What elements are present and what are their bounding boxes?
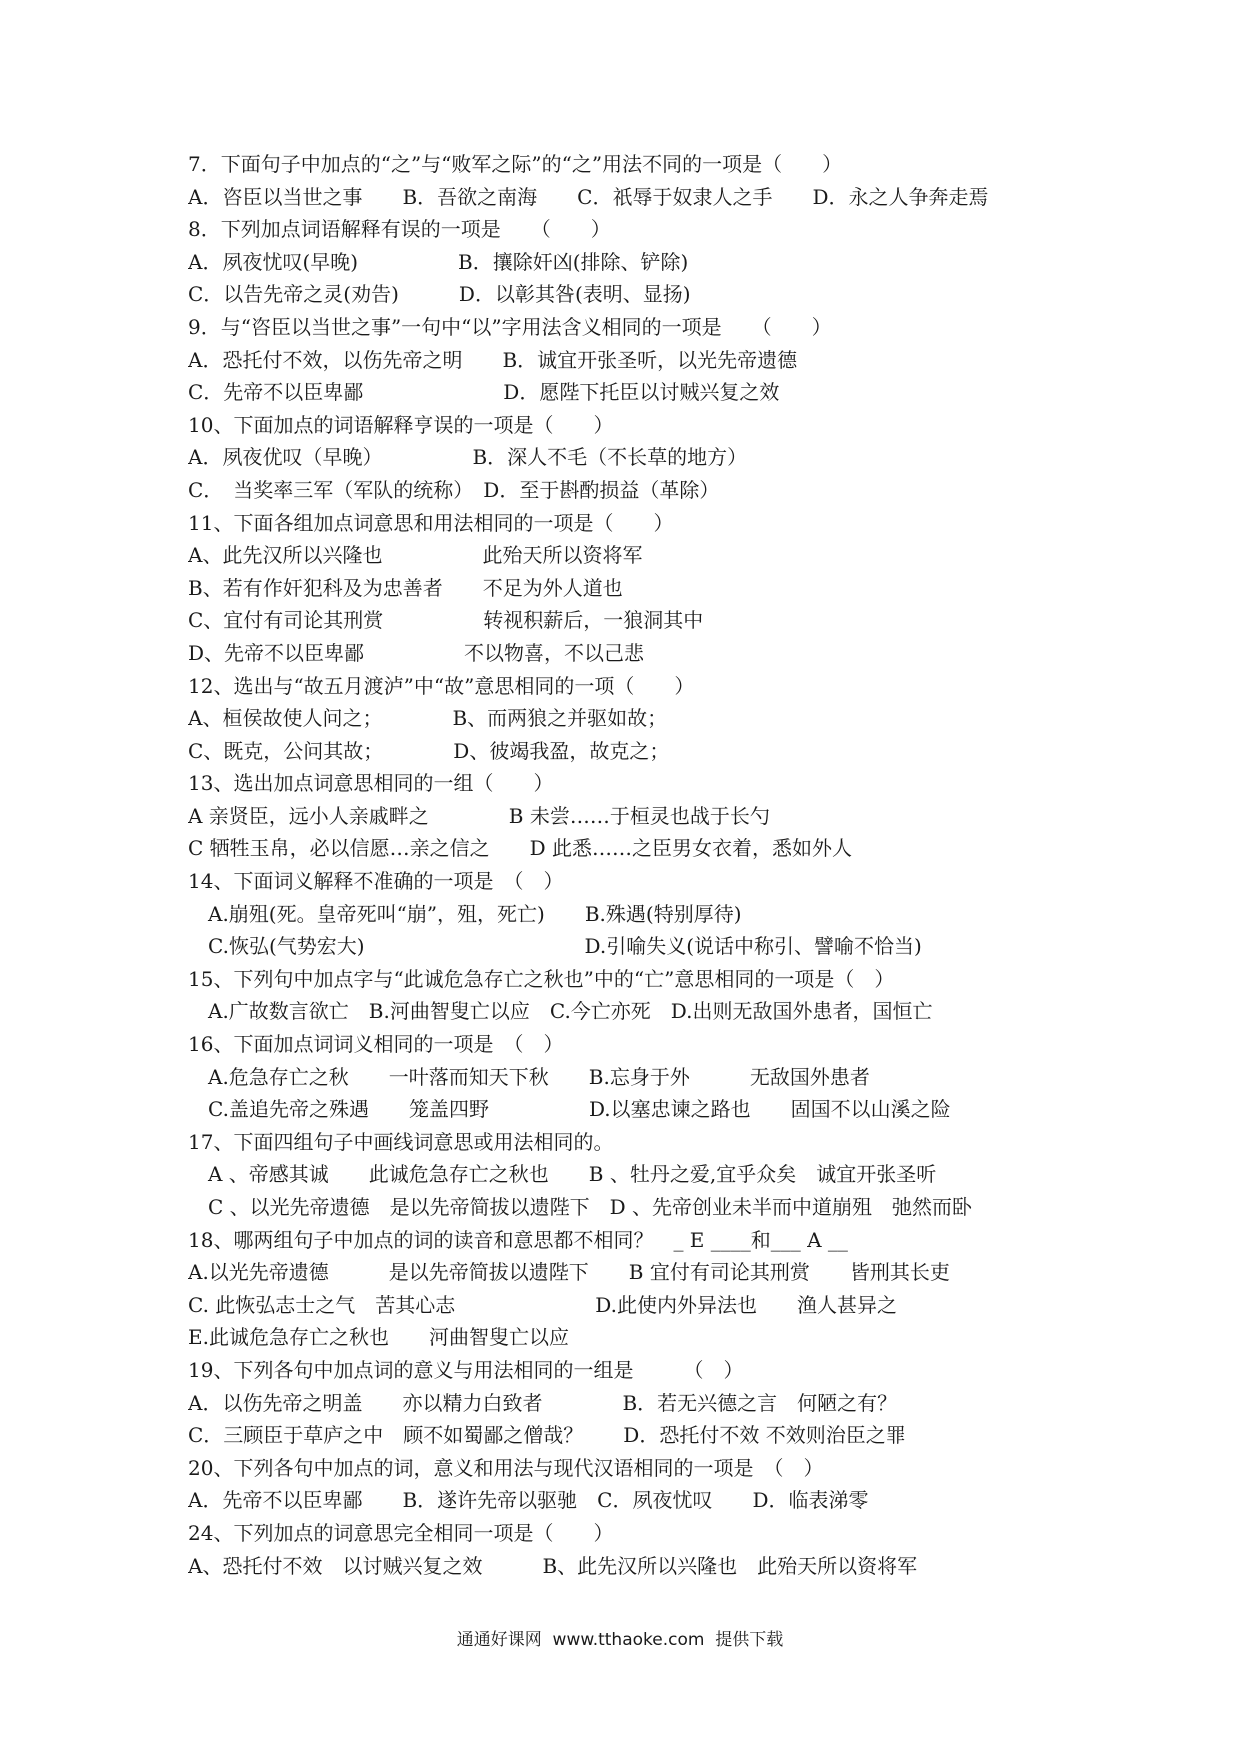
question-line: A.以光先帝遗德 是以先帝简拔以遗陛下 B 宜付有司论其刑赏 皆刑其长吏: [188, 1260, 950, 1285]
question-line: A.危急存亡之秋 一叶落而知天下秋 B.忘身于外 无敌国外患者: [188, 1064, 870, 1089]
question-line: A．夙夜优叹（早晚） B．深人不毛（不长草的地方）: [188, 445, 748, 470]
question-line: A 、帝感其诚 此诚危急存亡之秋也 B 、牡丹之爱,宜乎众矣 诚宜开张圣听: [188, 1162, 937, 1187]
question-line: 12、选出与“故五月渡泸”中“故”意思相同的一项（ ）: [188, 673, 695, 698]
question-line: 10、下面加点的词语解释亨误的一项是（ ）: [188, 412, 614, 437]
question-line: 24、下列加点的词意思完全相同一项是（ ）: [188, 1520, 614, 1545]
question-line: A、恐托付不效 以讨贼兴复之效 B、此先汉所以兴隆也 此殆天所以资将军: [188, 1553, 918, 1578]
question-line: 18、哪两组句子中加点的词的读音和意思都不相同？ _ E ____和___ A __: [188, 1227, 848, 1252]
question-line: A、此先汉所以兴隆也 此殆天所以资将军: [188, 543, 643, 568]
question-line: 16、下面加点词词义相同的一项是 （ ）: [188, 1032, 564, 1057]
question-line: C、既克，公问其故； D、彼竭我盈，故克之；: [188, 738, 670, 763]
question-line: A.崩殂(死。皇帝死叫“崩”，殂，死亡) B.殊遇(特别厚待): [188, 901, 742, 926]
question-line: A．恐托付不效，以伤先帝之明 B．诚宜开张圣听，以光先帝遗德: [188, 347, 798, 372]
question-line: 7．下面句子中加点的“之”与“败军之际”的“之”用法不同的一项是（ ）: [188, 152, 843, 176]
question-line: 11、下面各组加点词意思和用法相同的一项是（ ）: [188, 510, 674, 535]
question-line: C. 此恢弘志士之气 苦其心志 D.此使内外异法也 渔人甚异之: [188, 1292, 897, 1317]
question-line: A、桓侯故使人问之； B、而两狼之并驱如故；: [188, 706, 668, 731]
question-line: A．以伤先帝之明盖 亦以精力白致者 B．若无兴德之言 何陋之有？: [188, 1390, 898, 1415]
question-line: C、宜付有司论其刑赏 转视积薪后，一狼洞其中: [188, 608, 704, 633]
question-line: A 亲贤臣，远小人亲戚畔之 B 未尝……于桓灵也战于长勺: [188, 803, 770, 828]
question-line: C．先帝不以臣卑鄙 D．愿陛下托臣以讨贼兴复之效: [188, 380, 780, 405]
question-line: A．先帝不以臣卑鄙 B．遂许先帝以驱驰 C．夙夜忧叹 D．临表涕零: [188, 1488, 869, 1513]
question-line: A.广故数言欲亡 B.河曲智叟亡以应 C.今亡亦死 D.出则无敌国外患者，国恒亡: [188, 999, 933, 1024]
question-line: 13、选出加点词意思相同的一组（ ）: [188, 771, 554, 796]
question-line: D、先帝不以臣卑鄙 不以物喜，不以己悲: [188, 640, 645, 665]
question-line: E.此诚危急存亡之秋也 河曲智叟亡以应: [188, 1325, 569, 1350]
question-line: C．以告先帝之灵(劝告) D．以彰其咎(表明、显扬): [188, 282, 691, 307]
question-line: 8．下列加点词语解释有误的一项是 （ ）: [188, 217, 611, 242]
question-line: 19、下列各句中加点词的意义与用法相同的一组是 （ ）: [188, 1357, 744, 1382]
question-line: C．三顾臣于草庐之中 顾不如蜀鄙之僧哉？ D．恐托付不效 不效则治臣之罪: [188, 1423, 906, 1448]
question-line: C.盖追先帝之殊遇 笼盖四野 D.以塞忠谏之路也 固国不以山溪之险: [188, 1097, 951, 1122]
question-line: 14、下面词义解释不准确的一项是 （ ）: [188, 869, 564, 894]
question-line: C 牺牲玉帛，必以信愿…亲之信之 D 此悉……之臣男女衣着，悉如外人: [188, 836, 853, 861]
question-line: A．夙夜忧叹(早晚) B．攘除奸凶(排除、铲除): [188, 249, 689, 274]
question-line: 9．与“咨臣以当世之事”一句中“以”字用法含义相同的一项是 （ ）: [188, 314, 832, 339]
question-line: C.恢弘(气势宏大) D.引喻失义(说话中称引、譬喻不恰当): [188, 934, 922, 959]
question-line: 20、下列各句中加点的词，意义和用法与现代汉语相同的一项是 （ ）: [188, 1455, 824, 1480]
question-line: C 、以光先帝遗德 是以先帝简拔以遗陛下 D 、先帝创业未半而中道崩殂 弛然而卧: [188, 1195, 973, 1219]
page-footer: 通通好课网 www.tthaoke.com 提供下载: [456, 1630, 784, 1650]
exam-question-list: [188, 148, 1148, 1582]
question-line: 15、下列句中加点字与“此诚危急存亡之秋也”中的“亡”意思相同的一项是（ ）: [188, 966, 895, 991]
question-line: A．咨臣以当世之事 B．吾欲之南海 C．祇辱于奴隶人之手 D．永之人争奔走焉: [188, 184, 989, 209]
question-line: B、若有作奸犯科及为忠善者 不足为外人道也: [188, 575, 623, 600]
question-line: C． 当奖率三军（军队的统称） D．至于斟酌损益（革除）: [188, 477, 720, 502]
question-line: 17、下面四组句子中画线词意思或用法相同的。: [188, 1129, 614, 1154]
